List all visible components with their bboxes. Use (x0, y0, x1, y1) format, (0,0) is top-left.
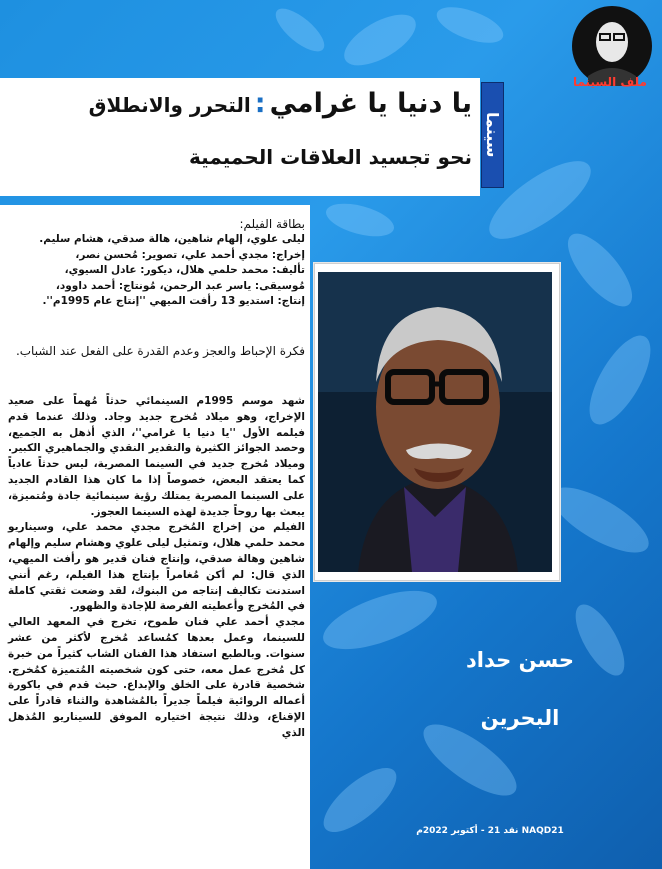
film-card-heading: بطاقة الفيلم: (239, 217, 305, 231)
author-photo (318, 272, 552, 572)
article-paragraph: الفيلم من إخراج المُخرج مجدي محمد علي، وسيناريو محمد حلمي هلال، وتمثيل ليلى علوي وهشام سليم وإلهام شاهين وهالة صدقي، وإنتاج فنان قدير هو رأفت الميهي، الذي قال: لم أكن مُغامراً بإنتاج هذا الفيلم، رغم أنني استدنت تكاليف إنتاجه من البنوك، لقد وضعت ثقتي كاملة في المُخرج وأعطيته الفرصة للإجادة والظهور. (8, 521, 305, 613)
film-card-line: ليلى علوي، إلهام شاهين، هالة صدقي، هشام سليم. (39, 233, 305, 245)
film-card-line: إخراج: مجدي أحمد علي، تصوير: مُحسن نصر، (75, 248, 305, 261)
article-paragraph: مجدي أحمد علي فنان طموح، تخرج في المعهد العالي للسينما، وعمل بعدها كمُساعد مُخرج لأكثر من عشر سنوات. وبالطبع استفاد هذا الفنان الشاب كثيراً من خبرة كل مُخرج عمل معه، حتى كون شخصيته المُتميزة كمُخرج. شخصية قادرة على الخلق والإبداع. حيث قدم في باكورة أعماله الروائية فيلماً جديراً بالمُشاهدة والثناء قادراً على الإقناع، وذلك نتيجة اختياره الموفق للسيناريو المُذهل الذي (8, 616, 305, 739)
author-name: حسن حداد (466, 648, 574, 672)
film-card-line: تأليف: محمد حلمي هلال، ديكور: عادل السيوي، (64, 264, 305, 276)
article-body (8, 394, 305, 742)
article-title (72, 88, 472, 119)
page-footer: نقد 21 - أكتوبر 2022م NAQD21 (416, 826, 564, 836)
film-card-body (8, 232, 305, 310)
section-tag: سينما (481, 82, 504, 188)
title-colon: : (254, 88, 266, 119)
article-paragraph: شهد موسم 1995م السينمائي حدثاً مُهماً على صعيد الإخراج، وهو ميلاد مُخرج جديد وجاد. وذلك عندما قدم فيلمه الأول ''يا دنيا يا غرامي''، الذي أذهل به الجميع، وحصد الجوائز الكثيرة والتقدير النقدي والجماهيري الكبير. وميلاد مُخرج جديد في السينما المصرية، ليس حدثاً عادياً كما يعتقد البعض، خصوصاً إذا ما كان هذا القادم الجديد على السينما المصرية يمتلك رؤية سينمائية جادة ومُتميزة، يبعث بها روحاً جديدة لهذه السينما العجوز. (8, 395, 306, 518)
section-subheading: فكرة الإحباط والعجز وعدم القدرة على الفعل عند الشباب. (15, 344, 305, 358)
title-film-name: يا دنيا يا غرامي (269, 88, 472, 119)
film-card-line: إنتاج: استديو 13 رأفت الميهي ''إنتاج عام 1995م''. (42, 295, 305, 307)
film-card-line: مُوسيقى: ياسر عبد الرحمن، مُونتاج: أحمد داوود، (55, 279, 305, 292)
logo-label: ملف السينما (573, 75, 647, 89)
author-country: البحرين (480, 706, 560, 730)
title-theme: التحرر والانطلاق (88, 93, 251, 117)
article-subtitle: نحو تجسيد العلاقات الحميمية (189, 145, 472, 169)
